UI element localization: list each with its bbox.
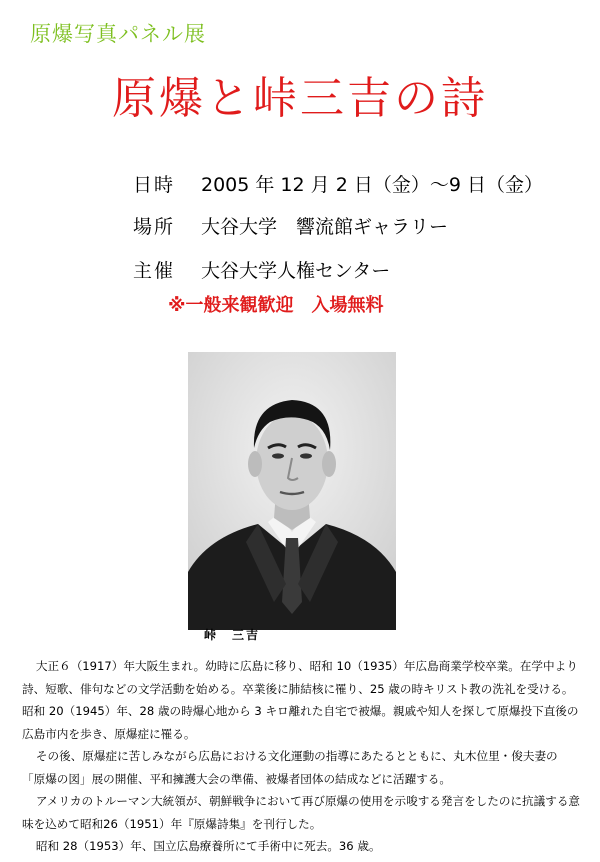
admission-notice: ※一般来観歓迎 入場無料: [168, 295, 384, 316]
event-host-row: [133, 256, 390, 283]
exhibition-subtitle: 原爆写真パネル展: [30, 22, 206, 46]
bio-paragraph: 昭和 28（1953）年、国立広島療養所にて手術中に死去。36 歳。: [35, 839, 381, 853]
photo-caption: 峠 三吉: [204, 628, 261, 642]
bio-paragraph: アメリカのトルーマン大統領が、朝鮮戦争において再び原爆の使用を示唆する発言をしたのに抗議する意味を込めて昭和26（1951）年『原爆詩集』を刊行した。: [22, 794, 581, 831]
date-label: 日時: [133, 174, 176, 196]
date-value: 2005 年 12 月 2 日（金）～9 日（金）: [201, 174, 543, 196]
biography-text: [22, 655, 580, 858]
portrait-illustration: [188, 352, 396, 630]
event-place-row: [133, 212, 448, 239]
page-title: 原爆と峠三吉の詩: [112, 73, 488, 124]
host-label: 主催: [133, 260, 176, 282]
place-label: 場所: [133, 216, 176, 238]
portrait-photo: [188, 352, 396, 630]
place-value: 大谷大学 響流館ギャラリー: [201, 216, 449, 238]
bio-paragraph: その後、原爆症に苦しみながら広島における文化運動の指導にあたるとともに、丸木位里・俊夫妻の「原爆の図」展の開催、平和擁護大会の準備、被爆者団体の結成などに活躍する。: [22, 749, 558, 786]
host-value: 大谷大学人権センター: [201, 260, 391, 282]
bio-paragraph: 大正６（1917）年大阪生まれ。幼時に広島に移り、昭和 10（1935）年広島商業学校卒業。在学中より詩、短歌、俳句などの文学活動を始める。卒業後に肺結核に罹り、25 歳の時キリスト教の洗礼を受ける。昭和 20（1945）年、28 歳の時爆心地から 3 キロ離れた自宅で被爆。親戚や知人を探して原爆投下直後の広島市内を歩き、原爆症に罹る。: [22, 659, 579, 741]
event-date-row: [133, 170, 543, 197]
